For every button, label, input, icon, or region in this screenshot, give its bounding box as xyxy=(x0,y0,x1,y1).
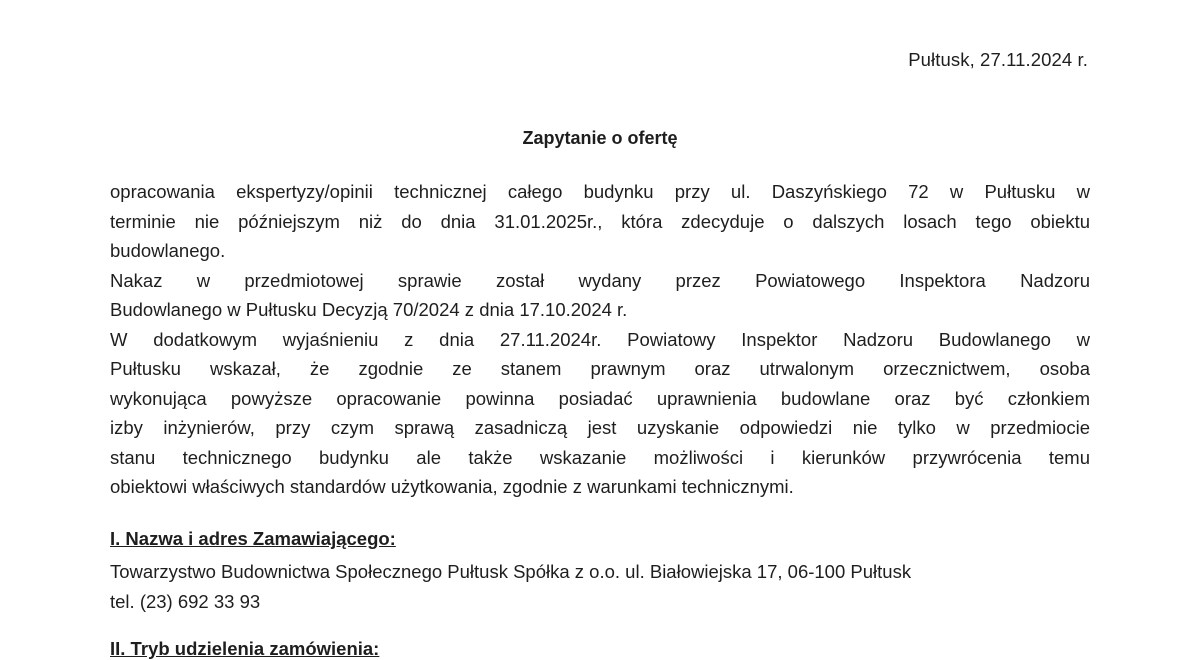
orderer-address xyxy=(110,557,911,616)
document-date: Pułtusk, 27.11.2024 r. xyxy=(908,49,1088,70)
text-line: izby inżynierów, przy czym sprawą zasadniczą jest uzyskanie odpowiedzi nie tylko w przedmiocie xyxy=(110,417,1090,438)
text-line: Nakaz w przedmiotowej sprawie został wydany przez Powiatowego Inspektora Nadzoru xyxy=(110,269,1090,291)
section-heading-orderer: I. Nazwa i adres Zamawiającego: xyxy=(110,528,396,549)
text-line: stanu technicznego budynku ale także wskazanie możliwości i kierunków przywrócenia temu xyxy=(110,446,1090,468)
phone-line: tel. (23) 692 33 93 xyxy=(110,590,261,612)
text-line: opracowania ekspertyzy/opinii technicznej całego budynku przy ul. Daszyńskiego 72 w Pułtusku w xyxy=(110,181,1090,202)
address-line: Towarzystwo Budownictwa Społecznego Pułtusk Spółka z o.o. ul. Białowiejska 17, 06-100 Pułtusk xyxy=(110,561,912,582)
paragraph-order xyxy=(110,266,1090,325)
document-title: Zapytanie o ofertę xyxy=(522,128,678,148)
section-heading-procedure: II. Tryb udzielenia zamówienia: xyxy=(110,638,380,659)
text-line: terminie nie późniejszym niż do dnia 31.01.2025r., która zdecyduje o dalszych losach tego obiektu xyxy=(110,210,1090,232)
text-line: Budowlanego w Pułtusku Decyzją 70/2024 z dnia 17.10.2024 r. xyxy=(110,299,628,320)
text-line: wykonująca powyższe opracowanie powinna posiadać uprawnienia budowlane oraz być członkiem xyxy=(110,387,1090,409)
document-body xyxy=(110,177,1090,502)
paragraph-scope xyxy=(110,177,1090,266)
text-line: budowlanego. xyxy=(110,240,226,261)
text-line: W dodatkowym wyjaśnieniu z dnia 27.11.2024r. Powiatowy Inspektor Nadzoru Budowlanego w xyxy=(110,328,1090,350)
text-line: obiektowi właściwych standardów użytkowania, zgodnie z warunkami technicznymi. xyxy=(110,476,794,497)
paragraph-explanation xyxy=(110,325,1090,502)
text-line: Pułtusku wskazał, że zgodnie ze stanem prawnym oraz utrwalonym orzecznictwem, osoba xyxy=(110,358,1090,379)
